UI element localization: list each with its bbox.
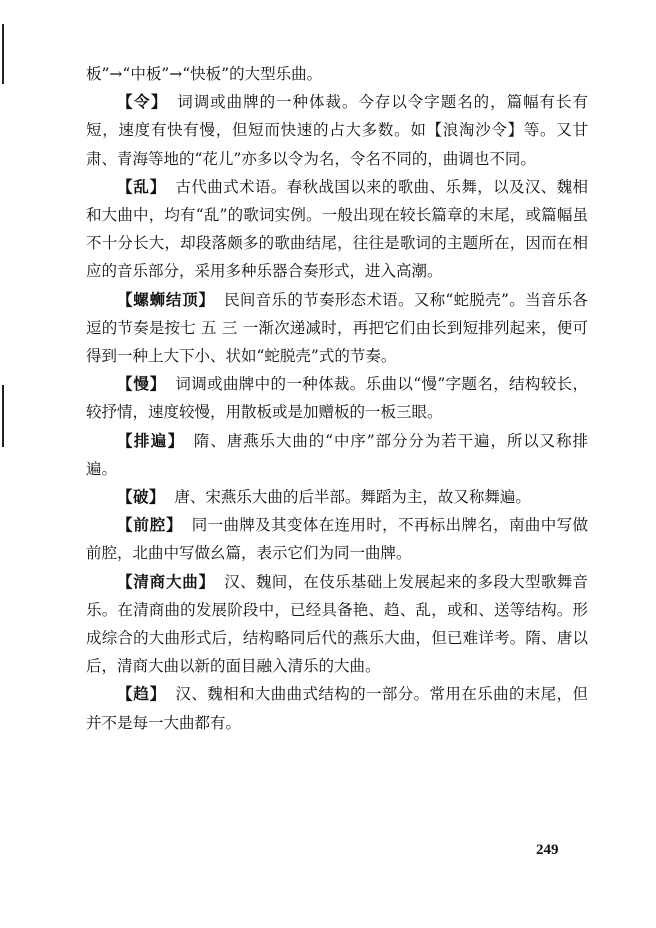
entry-term: 【趋】 [117, 685, 167, 704]
entry-definition: 同一曲牌及其变体在连用时，不再标出牌名，南曲中写做前腔，北曲中写做幺篇，表示它们为同一曲牌。 [86, 516, 588, 563]
entry-luan [86, 173, 588, 286]
entry-man [86, 370, 588, 426]
entry-definition: 古代曲式术语。春秋战国以来的歌曲、乐舞，以及汉、魏相和大曲中，均有“乱”的歌词实例。一般出现在较长篇章的末尾，或篇幅虽不十分长大，却段落颇多的歌曲结尾，往往是歌词的主题所在，因而在相应的音乐部分，采用多种乐器合奏形式，进入高潮。 [86, 177, 588, 281]
page-number: 249 [536, 842, 559, 858]
entry-qu [86, 680, 588, 736]
entry-term: 【螺蛳结顶】 [117, 290, 215, 309]
margin-binding-mark-middle [2, 385, 4, 447]
entry-definition: 隋、唐燕乐大曲的“中序”部分分为若干遍，所以又称排遍。 [86, 431, 588, 478]
page-body [86, 60, 588, 737]
entry-term: 【乱】 [117, 177, 167, 196]
entry-term: 【破】 [117, 488, 166, 507]
entry-luosi-jieding [86, 286, 588, 371]
entry-definition: 汉、魏相和大曲曲式结构的一部分。常用在乐曲的末尾，但并不是每一大曲都有。 [86, 685, 588, 732]
entry-term: 【慢】 [117, 375, 167, 394]
entry-definition: 汉、魏间，在伎乐基础上发展起来的多段大型歌舞音乐。在清商曲的发展阶段中，已经具备艳、趋、乱，或和、送等结构。形成综合的大曲形式后，结构略同后代的燕乐大曲，但已难详考。隋、唐以后，清商大曲以新的面目融入清乐的大曲。 [86, 572, 588, 676]
entry-po [86, 483, 588, 511]
entry-term: 【清商大曲】 [117, 572, 215, 591]
entry-qianqiang [86, 511, 588, 567]
continuation-text: 板”→“中板”→“快板”的大型乐曲。 [86, 65, 323, 83]
entry-paibian [86, 427, 588, 483]
entry-term: 【排遍】 [117, 431, 185, 450]
entry-ling [86, 88, 588, 173]
entry-term: 【前腔】 [117, 516, 183, 535]
entry-qingshang-daqu [86, 568, 588, 681]
entry-definition: 民间音乐的节奏形态术语。又称“蛇脱壳”。当音乐各逗的节奏是按七 五 三 一渐次递减时，再把它们由长到短排列起来，便可得到一种上大下小、状如“蛇脱壳”式的节奏。 [86, 290, 588, 366]
margin-binding-mark-top [2, 24, 4, 84]
entry-definition: 唐、宋燕乐大曲的后半部。舞蹈为主，故又称舞遍。 [174, 488, 531, 507]
entry-definition: 词调或曲牌中的一种体裁。乐曲以“慢”字题名，结构较长，较抒情，速度较慢，用散板或是加赠板的一板三眼。 [86, 375, 588, 422]
entry-term: 【令】 [117, 93, 168, 112]
entry-definition: 词调或曲牌的一种体裁。今存以令字题名的，篇幅有长有短，速度有快有慢，但短而快速的占大多数。如【浪淘沙令】等。又甘肃、青海等地的“花儿”亦多以令为名，令名不同的，曲调也不同。 [86, 93, 588, 168]
